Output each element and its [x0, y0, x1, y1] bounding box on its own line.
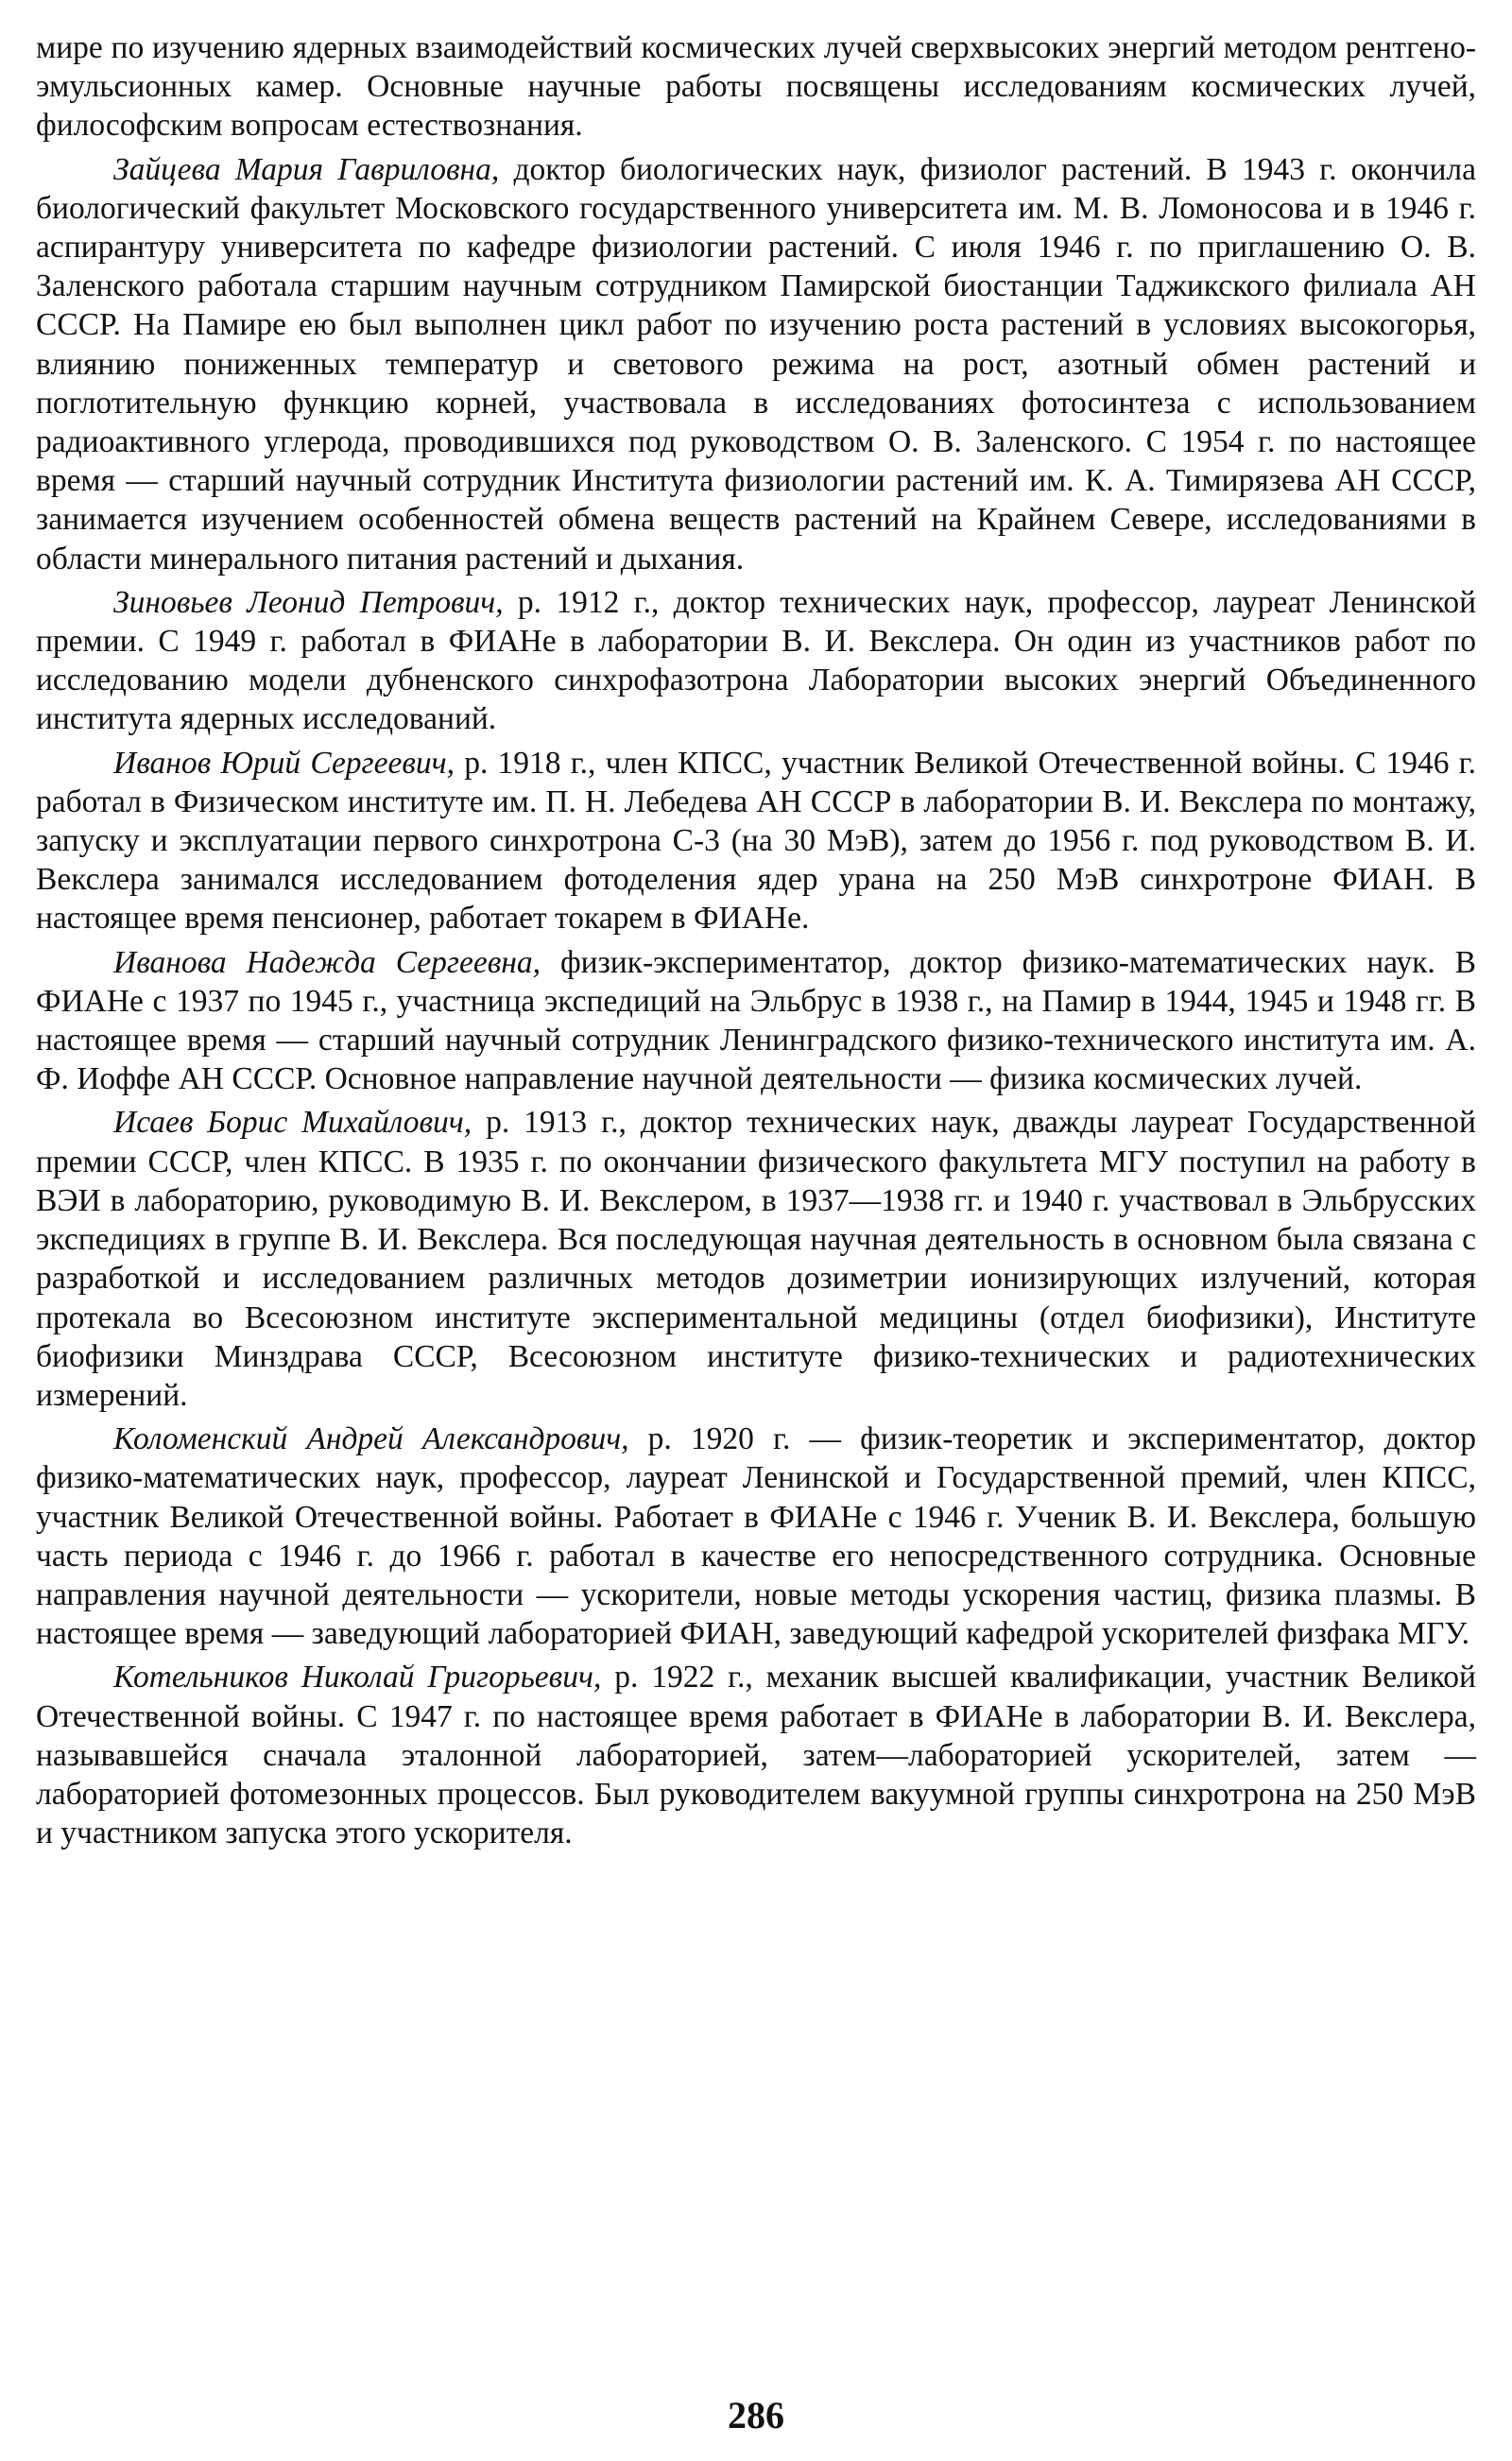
page-body: [36, 28, 1476, 1857]
entry-text: р. 1913 г., доктор технических наук, дважды лауреат Государственной премии СССР, член КПСС. В 1935 г. по окончании физического факультета МГУ поступил на работу в ВЭИ в лабораторию, руководимую В. И. Векслером, в 1937—1938 гг. и 1940 г. участвовал в Эльбрусских экспедициях в группе В. И. Векслера. Вся последующая научная деятельность в основном была связана с разработкой и исследованием различных методов дозиметрии ионизирующих излучений, которая протекала во Всесоюзном институте экспериментальной медицины (отдел биофизики), Институте биофизики Минздрава СССР, Всесоюзном институте физико-технических и радиотехнических измерений.: [36, 1105, 1476, 1413]
entry-isaev: [36, 1103, 1476, 1415]
person-name: Иванов Юрий Сергеевич,: [113, 745, 455, 781]
person-name: Коломенский Андрей Александрович,: [113, 1421, 629, 1457]
entry-text: физик-экспериментатор, доктор физико-математических наук. В ФИАНе с 1937 по 1945 г., участница экспедиций на Эльбрус в 1938 г., на Памир в 1944, 1945 и 1948 гг. В настоящее время — старший научный сотрудник Ленинградского физико-технического института им. А. Ф. Иоффе АН СССР. Основное направление научной деятельности — физика космических лучей.: [36, 944, 1476, 1097]
entry-ivanova: [36, 943, 1476, 1099]
entry-zinoviev: [36, 583, 1476, 739]
entry-text: доктор биологических наук, физиолог растений. В 1943 г. окончила биологический факультет Московского государственного университета им. М. В. Ломоносова и в 1946 г. аспирантуру университета по кафедре физиологии растений. С июля 1946 г. по приглашению О. В. Заленского работала старшим научным сотрудником Памирской биостанции Таджикского филиала АН СССР. На Памире ею был выполнен цикл работ по изучению роста растений в условиях высокогорья, влиянию пониженных температур и светового режима на рост, азотный обмен растений и поглотительную функцию корней, участвовала в исследованиях фотосинтеза с использованием радиоактивного углерода, проводившихся под руководством О. В. Заленского. С 1954 г. по настоящее время — старший научный сотрудник Института физиологии растений им. К. А. Тимирязева АН СССР, занимается изучением особенностей обмена веществ растений на Крайнем Севере, исследованиями в области минерального питания растений и дыхания.: [36, 151, 1477, 577]
paragraph-continuation: [36, 28, 1476, 146]
entry-text: р. 1918 г., член КПСС, участник Великой Отечественной войны. С 1946 г. работал в Физическом институте им. П. Н. Лебедева АН СССР в лаборатории В. И. Векслера по монтажу, запуску и эксплуатации первого синхротрона С-3 (на 30 МэВ), затем до 1956 г. под руководством В. И. Векслера занимался исследованием фотоделения ядер урана на 250 МэВ синхротроне ФИАН. В настоящее время пенсионер, работает токарем в ФИАНе.: [36, 745, 1476, 937]
page-number: 286: [728, 2394, 784, 2436]
paragraph-text: мире по изучению ядерных взаимодействий космических лучей сверхвысоких энергий методом рентгено-эмульсионных камер. Основные научные работы посвящены исследованиям космических лучей, философским вопросам естествознания.: [36, 30, 1476, 144]
person-name: Зайцева Мария Гавриловна,: [113, 151, 500, 187]
entry-kolomensky: [36, 1420, 1476, 1653]
entry-kotelnikov: [36, 1658, 1476, 1852]
entry-text: р. 1912 г., доктор технических наук, профессор, лауреат Ленинской премии. С 1949 г. работал в ФИАНе в лаборатории В. И. Векслера. Он один из участников работ по исследованию модели дубненского синхрофазотрона Лаборатории высоких энергий Объединенного института ядерных исследований.: [36, 584, 1476, 737]
person-name: Иванова Надежда Сергеевна,: [113, 944, 541, 980]
entry-text: р. 1920 г. — физик-теоретик и экспериментатор, доктор физико-математических наук, профессор, лауреат Ленинской и Государственной премий, член КПСС, участник Великой Отечественной войны. Работает в ФИАНе с 1946 г. Ученик В. И. Векслера, большую часть периода с 1946 г. до 1966 г. работал в качестве его непосредственного сотрудника. Основные направления научной деятельности — ускорители, новые методы ускорения частиц, физика плазмы. В настоящее время — заведующий лабораторией ФИАН, заведующий кафедрой ускорителей физфака МГУ.: [36, 1421, 1476, 1652]
person-name: Котельников Николай Григорьевич,: [113, 1660, 602, 1695]
entry-text: р. 1922 г., механик высшей квалификации, участник Великой Отечественной войны. С 1947 г. по настоящее время работает в ФИАНе в лаборатории В. И. Векслера, называвшейся сначала эталонной лабораторией, затем—лабораторией ускорителей, затем — лабораторией фотомезонных процессов. Был руководителем вакуумной группы синхротрона на 250 МэВ и участником запуска этого ускорителя.: [36, 1660, 1476, 1851]
person-name: Зиновьев Леонид Петрович,: [113, 584, 504, 620]
person-name: Исаев Борис Михайлович,: [113, 1105, 472, 1141]
entry-ivanov: [36, 744, 1476, 938]
entry-zaitseva: [36, 150, 1476, 578]
